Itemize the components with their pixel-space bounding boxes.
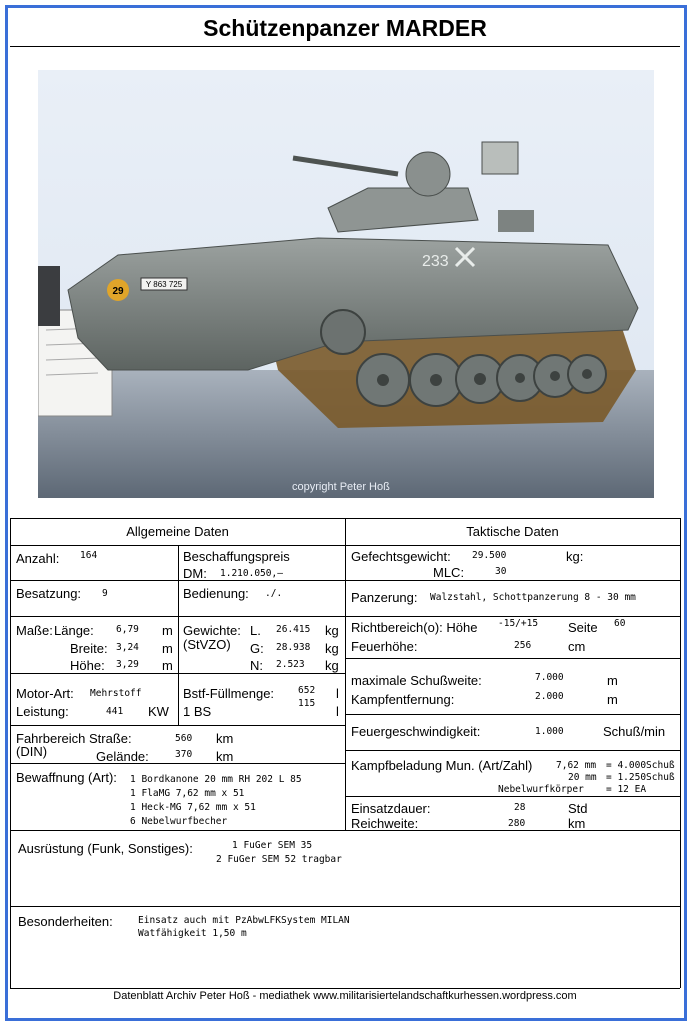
weight-g-label: G: [250,641,264,656]
traverse-side-label: Seite [568,620,598,635]
elevation-value: -15/+15 [498,618,539,629]
operation-value: ./. [265,588,283,599]
operating-range-label: Reichweite: [351,816,419,831]
max-range-value: 7.000 [535,672,564,683]
combat-range-value: 2.000 [535,691,564,702]
firing-height-label: Feuerhöhe: [351,639,418,654]
fuel-value-2: 115 [298,698,316,709]
price-value: 1.210.050,— [220,568,283,579]
special-features-label: Besonderheiten: [18,914,113,929]
width-value: 3,24 [116,642,139,653]
vehicle-photo [38,70,654,498]
fuel-unit-2: l [336,704,339,719]
ammo-count: = 1.250Schuß [606,772,675,783]
mlc-label: MLC: [433,565,465,580]
range-road-value: 560 [175,733,193,744]
combat-range-unit: m [607,692,618,707]
operating-range-unit: km [568,816,586,831]
operation-label: Bedienung: [183,586,249,601]
power-unit: KW [148,704,169,719]
length-label: Länge: [54,623,94,638]
weights-sub-label: (StVZO) [183,637,231,652]
special-features-line: Einsatz auch mit PzAbwLFKSystem MILAN [138,915,350,926]
operating-range-value: 280 [508,818,526,829]
weight-n-unit: kg [325,658,339,673]
traverse-label: Richtbereich(o): Höhe [351,620,478,635]
ammo-count: = 12 EA [606,784,647,795]
height-unit: m [162,658,173,673]
weight-g-unit: kg [325,641,339,656]
crew-label: Besatzung: [16,586,82,601]
footer-credit: Datenblatt Archiv Peter Hoß - mediathek www.militarisiertelandschaftkurhessen.wordpress.com [113,990,577,1002]
equipment-line: 2 FuGer SEM 52 tragbar [216,854,342,865]
weight-n-label: N: [250,658,263,673]
power-label: Leistung: [16,704,69,719]
ammo-load-label: Kampfbeladung Mun. (Art/Zahl) [351,758,533,773]
range-terrain-value: 370 [175,749,193,760]
firing-height-unit: cm [568,639,586,654]
equipment-line: 1 FuGer SEM 35 [232,840,313,851]
height-value: 3,29 [116,659,139,670]
combat-weight-label: Gefechtsgewicht: [351,549,451,564]
rate-of-fire-label: Feuergeschwindigkeit: [351,724,481,739]
max-range-label: maximale Schußweite: [351,673,482,688]
endurance-unit: Std [568,801,588,816]
license-plate: Y 863 725 [145,280,183,289]
range-terrain-unit: km [216,749,234,764]
range-terrain-label: Gelände: [96,749,149,764]
hull-number: 233 [422,253,449,270]
photo-copyright: copyright Peter Hoß [292,481,390,493]
price-label: Beschaffungspreis [183,549,290,564]
price-dm-label: DM: [183,566,207,581]
ammo-type: 7,62 mm [556,760,597,771]
armor-value: Walzstahl, Schottpanzerung 8 - 30 mm [430,592,636,603]
armament-line: 6 Nebelwurfbecher [130,816,228,827]
ammo-count: = 4.000Schuß [606,760,675,771]
tactical-data-header: Taktische Daten [466,524,559,539]
quantity-label: Anzahl: [16,551,60,566]
weight-l-label: L. [250,623,261,638]
weights-label: Gewichte: [183,623,241,638]
rate-of-fire-value: 1.000 [535,726,564,737]
quantity-value: 164 [80,550,98,561]
combat-weight-value: 29.500 [472,550,507,561]
height-label: Höhe: [70,658,105,673]
ammo-type: 20 mm [568,772,597,783]
mlc-value: 30 [495,566,507,577]
rate-of-fire-unit: Schuß/min [603,724,666,739]
equipment-label: Ausrüstung (Funk, Sonstiges): [18,841,193,856]
combat-range-label: Kampfentfernung: [351,692,455,707]
page-title: Schützenpanzer MARDER [10,10,680,47]
engine-label: Motor-Art: [16,686,74,701]
fuel-unit-1: l [336,686,339,701]
armament-line: 1 FlaMG 7,62 mm x 51 [130,788,245,799]
range-road-unit: km [216,731,234,746]
width-label: Breite: [70,641,108,656]
general-data-header: Allgemeine Daten [126,524,229,539]
armament-label: Bewaffnung (Art): [16,770,117,785]
armor-label: Panzerung: [351,590,418,605]
fuel-label: Bstf-Füllmenge: [183,686,275,701]
width-unit: m [162,641,173,656]
endurance-label: Einsatzdauer: [351,801,431,816]
power-value: 441 [106,706,124,717]
combat-weight-unit: kg: [566,549,584,564]
ammo-type: Nebelwurfkörper [498,784,584,795]
weight-n-value: 2.523 [276,659,305,670]
special-features-line: Watfähigkeit 1,50 m [138,928,247,939]
weight-g-value: 28.938 [276,642,311,653]
firing-height-value: 256 [514,640,532,651]
weight-l-value: 26.415 [276,624,311,635]
fuel-bs: 1 BS [183,704,212,719]
dimensions-label: Maße: [16,623,53,638]
weight-l-unit: kg [325,623,339,638]
fuel-value-1: 652 [298,685,316,696]
endurance-value: 28 [514,802,526,813]
engine-value: Mehrstoff [90,688,142,699]
armament-line: 1 Heck-MG 7,62 mm x 51 [130,802,256,813]
length-unit: m [162,623,173,638]
length-value: 6,79 [116,624,139,635]
data-sheet [10,518,680,1014]
max-range-unit: m [607,673,618,688]
armament-line: 1 Bordkanone 20 mm RH 202 L 85 [130,774,302,785]
unit-badge: 29 [112,286,124,297]
range-road-label: Fahrbereich Straße: [16,731,132,746]
crew-value: 9 [102,588,108,599]
traverse-side-value: 60 [614,618,626,629]
range-din-label: (DIN) [16,744,48,759]
